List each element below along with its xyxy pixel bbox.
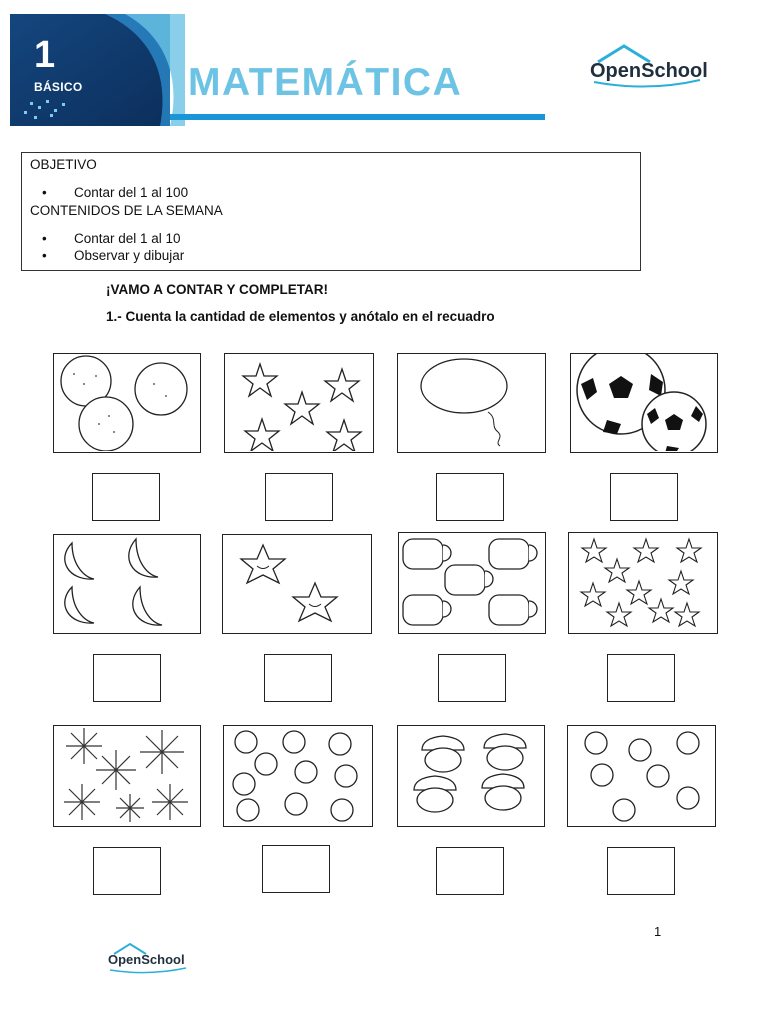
objective-heading: OBJETIVO [30, 157, 97, 172]
contents-item: Observar y dibujar [74, 248, 185, 263]
answer-box[interactable] [264, 654, 332, 702]
snowflake-icon [54, 726, 199, 825]
picture-apples [223, 725, 373, 827]
objectives-box [21, 152, 641, 271]
apple-icon [224, 726, 371, 825]
answer-box[interactable] [438, 654, 506, 702]
smiling-star-icon [223, 535, 370, 632]
moon-icon [54, 535, 199, 632]
grade-label: BÁSICO [34, 80, 83, 94]
teacup-icon [399, 533, 544, 632]
subject-title: MATEMÁTICA [188, 61, 463, 104]
answer-box[interactable] [93, 847, 161, 895]
star-icon [569, 533, 716, 632]
answer-box[interactable] [262, 845, 330, 893]
soccer-ball-icon [571, 354, 716, 451]
objective-item: Contar del 1 al 100 [74, 185, 189, 200]
contents-item: Contar del 1 al 10 [74, 231, 181, 246]
picture-oranges [53, 353, 201, 453]
picture-snowflakes [53, 725, 201, 827]
answer-box[interactable] [607, 654, 675, 702]
footer-logo [108, 940, 208, 976]
picture-stars [224, 353, 374, 453]
page-number: 1 [654, 924, 662, 939]
circle-icon [568, 726, 714, 825]
openschool-logo [588, 40, 738, 90]
acorn-icon [398, 726, 543, 825]
picture-many-stars [568, 532, 718, 634]
contents-heading: CONTENIDOS DE LA SEMANA [30, 203, 223, 218]
picture-smiling-stars [222, 534, 372, 634]
oranges-icon [54, 354, 199, 451]
logo-text: OpenSchool [108, 952, 185, 967]
grade-number: 1 [34, 34, 56, 76]
answer-box[interactable] [265, 473, 333, 521]
star-icon [225, 354, 372, 451]
picture-acorns [397, 725, 545, 827]
answer-box[interactable] [92, 473, 160, 521]
answer-box[interactable] [607, 847, 675, 895]
answer-box[interactable] [93, 654, 161, 702]
picture-balloon [397, 353, 546, 453]
picture-teacups [398, 532, 546, 634]
balloon-icon [398, 354, 544, 451]
answer-box[interactable] [436, 473, 504, 521]
picture-circles [567, 725, 716, 827]
activity-title: ¡VAMO A CONTAR Y COMPLETAR! [106, 282, 328, 297]
picture-soccer-balls [570, 353, 718, 453]
activity-instruction: 1.- Cuenta la cantidad de elementos y anótalo en el recuadro [106, 309, 495, 324]
picture-moons [53, 534, 201, 634]
answer-box[interactable] [436, 847, 504, 895]
logo-text: OpenSchool [590, 60, 708, 82]
answer-box[interactable] [610, 473, 678, 521]
